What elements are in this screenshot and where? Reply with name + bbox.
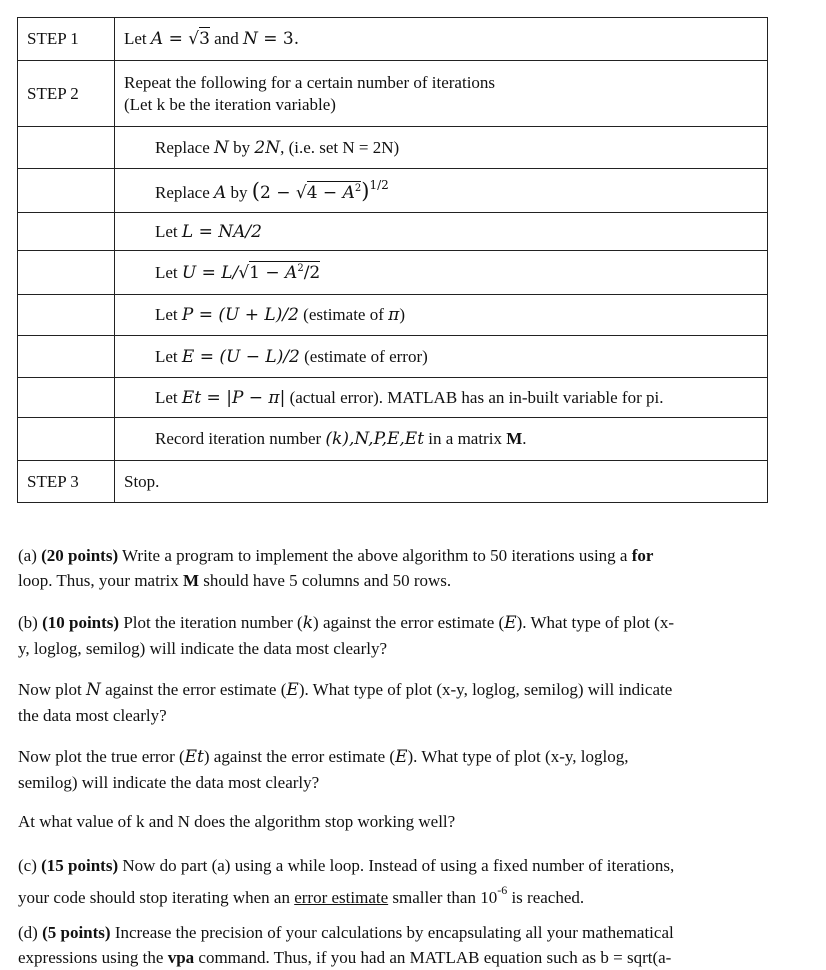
table-row <box>18 127 768 169</box>
substep-let-u: Let $U = L/√1 - A^2/2$ <box>115 251 768 295</box>
table-row <box>18 418 768 461</box>
substep-record: Record iteration number (k),N,P,E,Et in a matrix M. <box>115 418 768 461</box>
algorithm-table <box>17 17 768 503</box>
question-c: (c) (15 points) Now do part (a) using a while loop. Instead of using a fixed number of iterations, your code should stop iterating when an error estimate smaller than $10^{-6}$ is reached. <box>18 856 675 907</box>
substep-let-et: Let Et = |P − π| (actual error). MATLAB has an in-built variable for pi. <box>115 378 768 418</box>
question-b-part3: Now plot the true error (Et) against the error estimate (E). What type of plot (x-y, loglog, semilog) will indicate the data most clearly? <box>18 747 629 792</box>
substep-let-l: Let L = NA/2 <box>115 213 768 251</box>
table-row <box>18 61 768 127</box>
question-a: (a) (20 points) Write a program to implement the above algorithm to 50 iterations using a for loop. Thus, your matrix M should have 5 columns and 50 rows. <box>18 546 654 590</box>
question-d: (d) (5 points) Increase the precision of your calculations by encapsulating all your mathematical expressions using the vpa command. Thus, if you had an MATLAB equation such as b = sqrt(a- <box>18 923 674 967</box>
table-row <box>18 336 768 378</box>
substep-replace-n: Replace N by 2N, (i.e. set N = 2N) <box>115 127 768 169</box>
question-b: (b) (10 points) Plot the iteration number (k) against the error estimate (E). What type of plot (x- y, loglog, semilog) will indicate the data most clearly? <box>18 613 674 658</box>
question-b-part2: Now plot N against the error estimate (E). What type of plot (x-y, loglog, semilog) will indicate the data most clearly? <box>18 680 673 725</box>
substep-let-e: Let E = (U − L)/2 (estimate of error) <box>115 336 768 378</box>
question-b-part4: At what value of k and N does the algorithm stop working well? <box>18 812 456 831</box>
error-estimate-link: error estimate <box>294 888 389 907</box>
table-row <box>18 461 768 503</box>
step1-text: Let A = √3 and N = 3. <box>115 18 768 61</box>
step-label: STEP 3 <box>18 461 115 503</box>
step3-text: Stop. <box>115 461 768 503</box>
step2-text: Repeat the following for a certain number of iterations (Let k be the iteration variable) <box>115 61 768 127</box>
step-label: STEP 2 <box>18 61 115 127</box>
step-label: STEP 1 <box>18 18 115 61</box>
table-row <box>18 378 768 418</box>
substep-replace-a: Replace A by $(2 - √4 - A^2)^{1/2}$ <box>115 169 768 213</box>
table-row <box>18 213 768 251</box>
table-row <box>18 251 768 295</box>
table-row <box>18 295 768 336</box>
table-row <box>18 169 768 213</box>
table-row <box>18 18 768 61</box>
substep-let-p: Let P = (U + L)/2 (estimate of π) <box>115 295 768 336</box>
